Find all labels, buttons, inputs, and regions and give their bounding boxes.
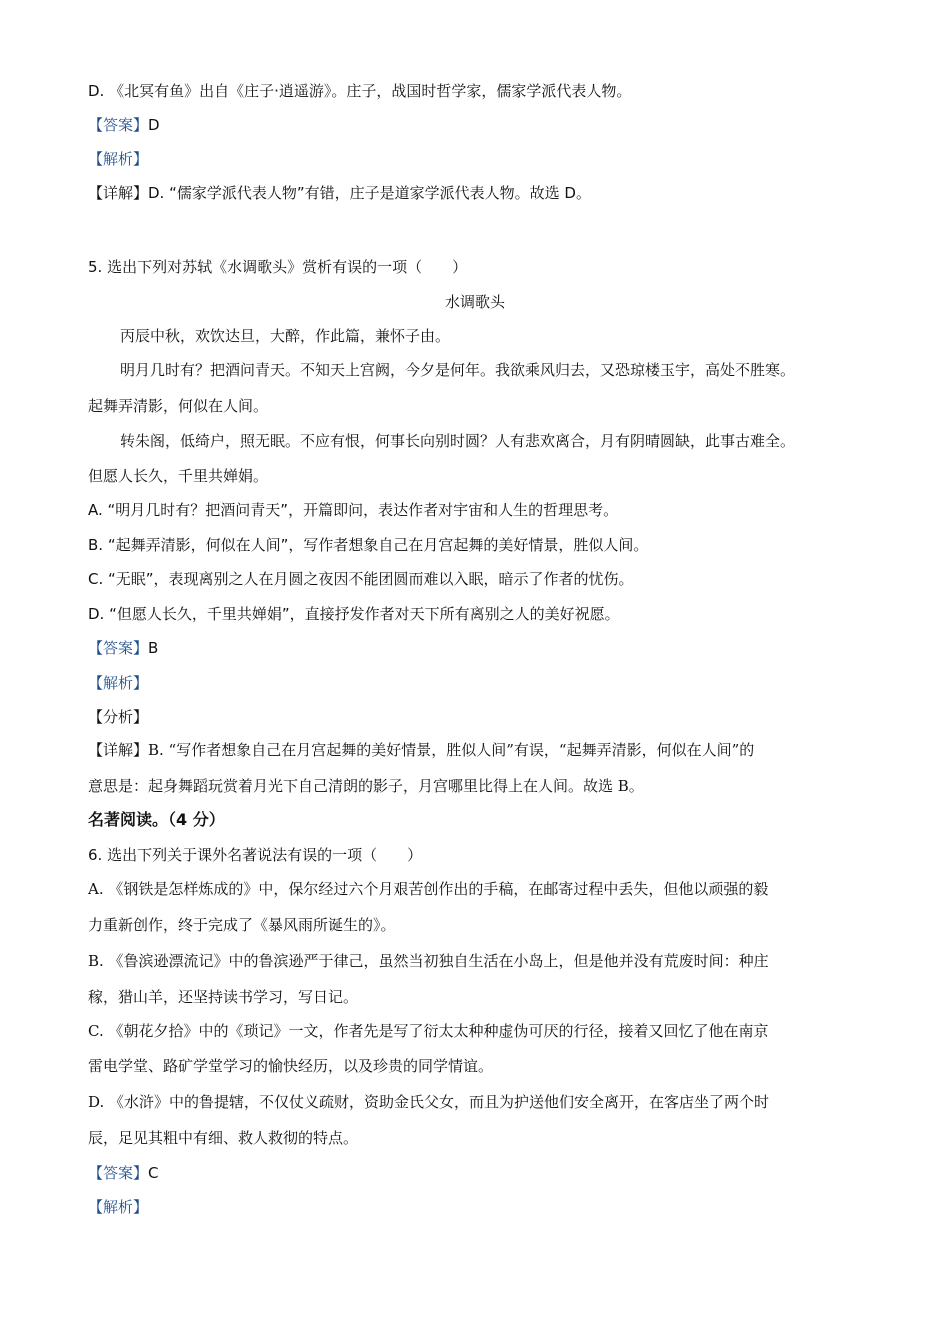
q4-detail: 【详解】D. “儒家学派代表人物”有错，庄子是道家学派代表人物。故选 D。 [88,184,591,202]
q4-answer-line [88,115,160,135]
q5-detail-line-2: 意思是：起身舞蹈玩赏着月光下自己清朗的影子，月宫哪里比得上在人间。故选 B。 [88,777,644,795]
answer-value: B [148,639,159,657]
q6-stem: 6. 选出下列关于课外名著说法有误的一项（ ） [88,846,423,864]
q5-answer-line [88,638,158,658]
q6-option-a-line-2: 力重新创作，终于完成了《暴风雨所诞生的》。 [88,916,396,934]
q6-option-d-line-1: D. 《水浒》中的鲁提辖，不仅仗义疏财，资助金氏父女，而且为护送他们安全离开，在客店坐了两个时 [88,1093,770,1111]
poem-title: 水调歌头 [444,293,505,311]
q4-option-d: D. 《北冥有鱼》出自《庄子·逍遥游》。庄子，战国时哲学家，儒家学派代表人物。 [88,82,632,100]
q5-option-a: A. “明月几时有？把酒问青天”，开篇即问，表达作者对宇宙和人生的哲理思考。 [88,501,619,519]
q5-fenxi-tag: 【分析】 [88,708,149,726]
poem-verse-2b: 但愿人长久，千里共婵娟。 [88,467,269,485]
answer-tag: 【答案】 [88,639,149,657]
answer-tag: 【答案】 [88,116,149,134]
q5-option-c: C. “无眠”，表现离别之人在月圆之夜因不能团圆而难以入眠，暗示了作者的忧伤。 [88,570,634,588]
q5-stem: 5. 选出下列对苏轼《水调歌头》赏析有误的一项（ ） [88,258,468,276]
q5-option-b: B. “起舞弄清影，何似在人间”，写作者想象自己在月宫起舞的美好情景，胜似人间。 [88,536,649,554]
answer-value: C [148,1164,159,1182]
q5-option-d: D. “但愿人长久，千里共婵娟”，直接抒发作者对天下所有离别之人的美好祝愿。 [88,605,620,623]
q6-option-c-line-1: C. 《朝花夕拾》中的《琐记》一文，作者先是写了衍太太种种虚伪可厌的行径，接着又回忆了他在南京 [88,1022,769,1040]
q4-analysis-tag: 【解析】 [88,150,149,168]
q6-option-b-line-2: 稼，猎山羊，还坚持读书学习，写日记。 [88,988,359,1006]
poem-verse-2a: 转朱阁，低绮户，照无眠。不应有恨，何事长向别时圆？人有悲欢离合，月有阴晴圆缺，此事古难全。 [120,432,796,450]
q5-detail-line-1: 【详解】B. “写作者想象自己在月宫起舞的美好情景，胜似人间”有误，“起舞弄清影，何似在人间”的 [88,741,755,759]
q6-option-c-line-2: 雷电学堂、路矿学堂学习的愉快经历，以及珍贵的同学情谊。 [88,1057,494,1075]
poem-verse-1b: 起舞弄清影，何似在人间。 [88,397,269,415]
q6-option-b-line-1: B. 《鲁滨逊漂流记》中的鲁滨逊严于律己，虽然当初独自生活在小岛上，但是他并没有荒废时间：种庄 [88,952,769,970]
poem-preface: 丙辰中秋，欢饮达旦，大醉，作此篇，兼怀子由。 [120,327,451,345]
poem-verse-1a: 明月几时有？把酒问青天。不知天上宫阙，今夕是何年。我欲乘风归去，又恐琼楼玉宇，高处不胜寒。 [120,361,796,379]
q6-option-d-line-2: 辰，足见其粗中有细、救人救彻的特点。 [88,1129,359,1147]
q5-analysis-tag: 【解析】 [88,674,149,692]
q6-answer-line [88,1163,159,1183]
answer-value: D [148,116,160,134]
q6-analysis-tag: 【解析】 [88,1198,149,1216]
answer-tag: 【答案】 [88,1164,149,1182]
section-title: 名著阅读。（4 分） [88,810,225,829]
q6-option-a-line-1: A. 《钢铁是怎样炼成的》中，保尔经过六个月艰苦创作出的手稿，在邮寄过程中丢失，但他以顽强的毅 [88,880,769,898]
